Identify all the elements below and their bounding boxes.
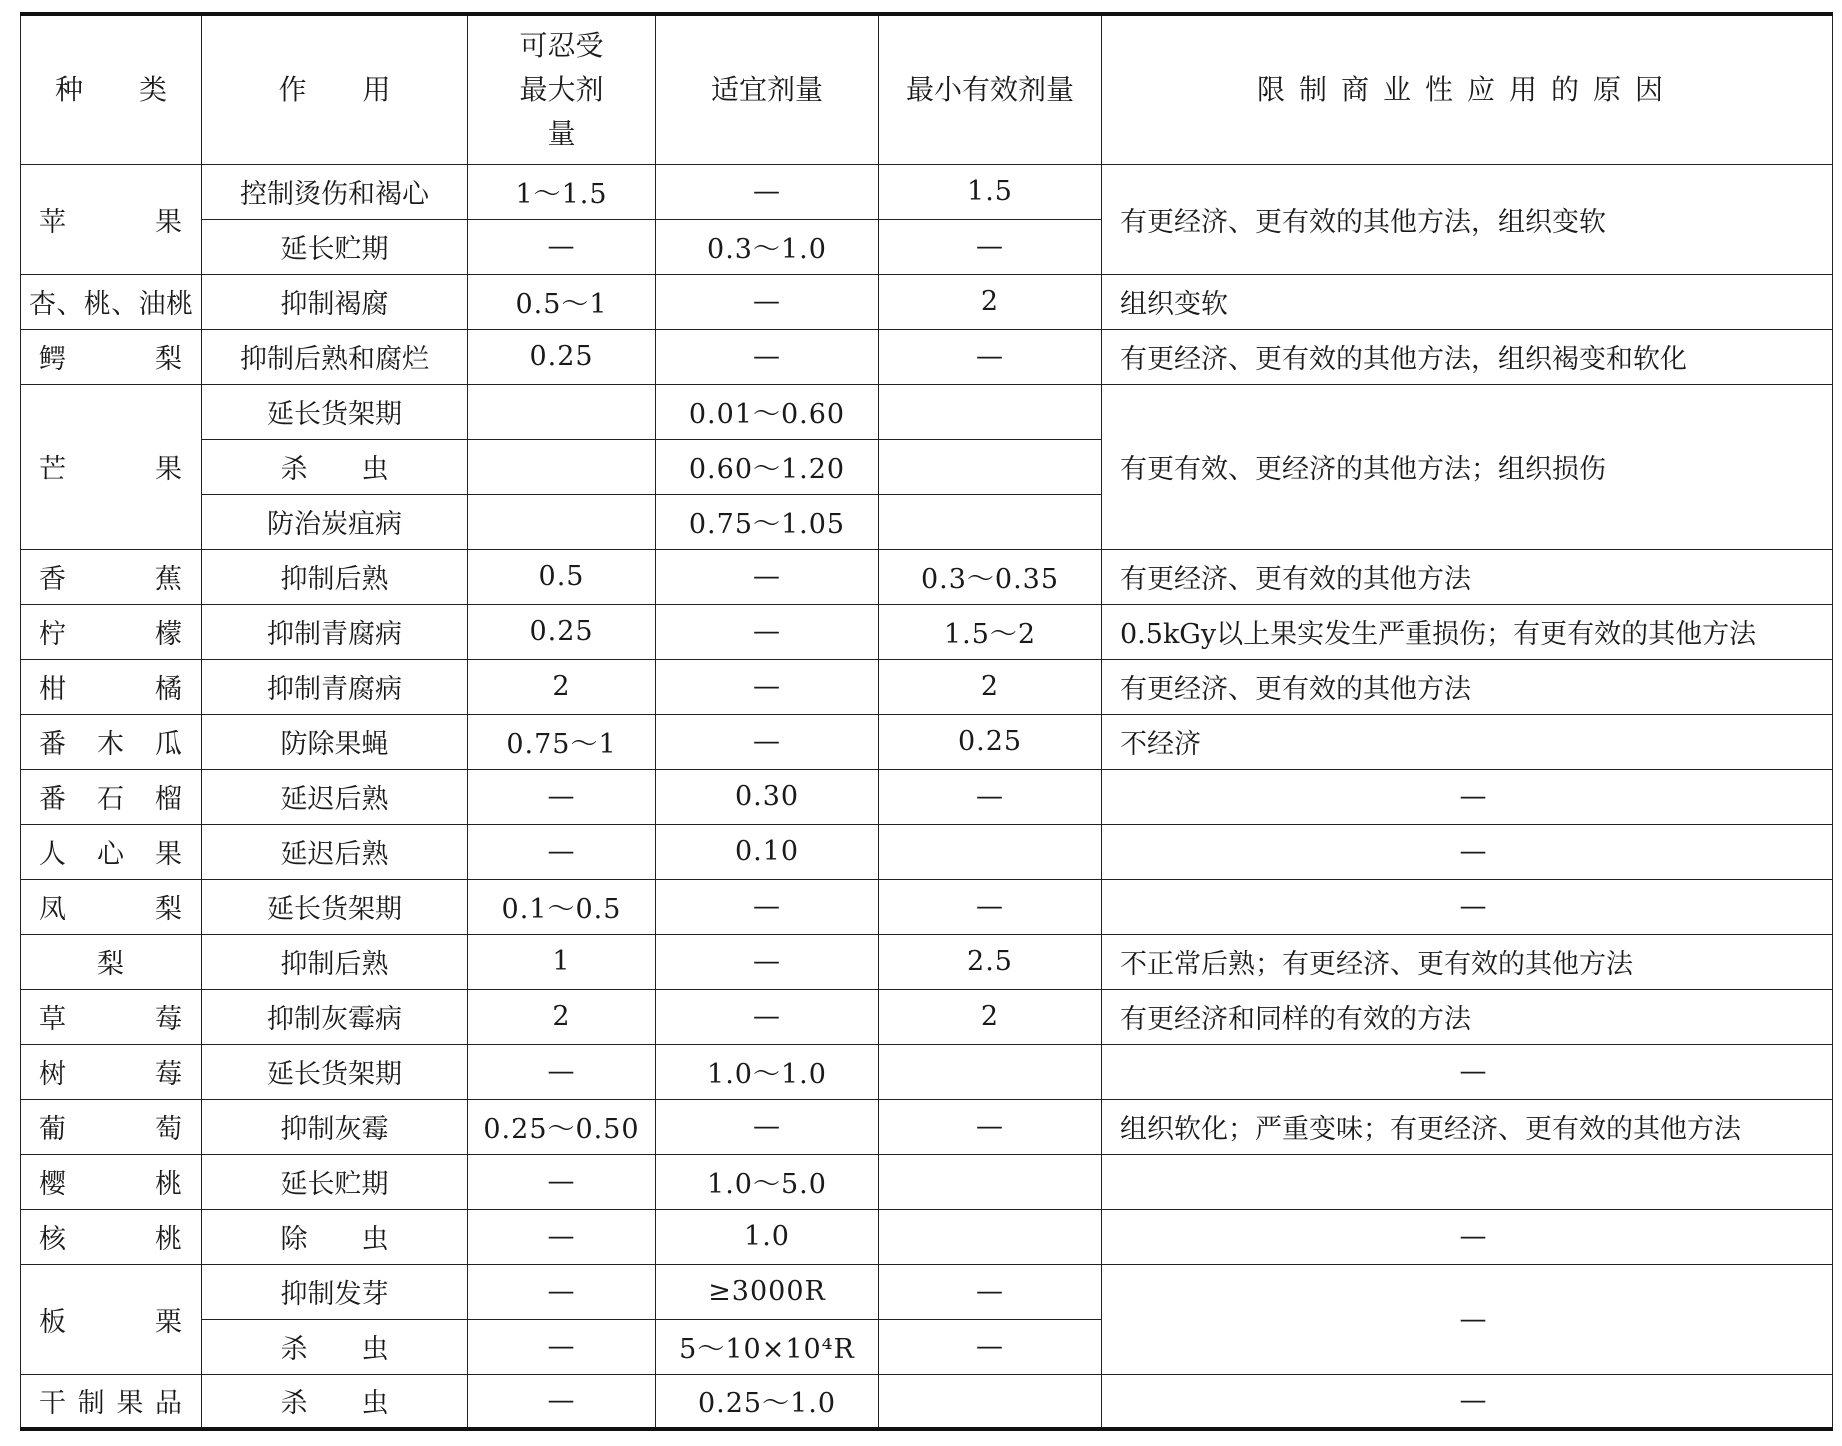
suitable-dose-cell: 1.0～5.0 [656, 1154, 879, 1209]
reason-cell: — [1102, 1264, 1833, 1374]
reason-cell: 组织变软 [1102, 274, 1833, 329]
species-cell: 梨 [21, 934, 202, 989]
max-dose-cell [468, 494, 656, 549]
function-cell: 除 虫 [202, 1209, 468, 1264]
max-dose-cell: — [468, 1044, 656, 1099]
species-cell: 樱 桃 [21, 1154, 202, 1209]
suitable-dose-cell: — [656, 329, 879, 384]
reason-cell: — [1102, 879, 1833, 934]
max-dose-cell [468, 439, 656, 494]
min-dose-cell [879, 1209, 1102, 1264]
min-dose-cell [879, 494, 1102, 549]
suitable-dose-cell: 0.01～0.60 [656, 384, 879, 439]
max-dose-cell: 0.25 [468, 604, 656, 659]
table-body [21, 164, 1833, 1429]
suitable-dose-cell: 0.3～1.0 [656, 219, 879, 274]
reason-cell: — [1102, 1044, 1833, 1099]
min-dose-cell: 1.5～2 [879, 604, 1102, 659]
suitable-dose-cell: ≥3000R [656, 1264, 879, 1319]
suitable-dose-cell: — [656, 989, 879, 1044]
max-dose-cell: — [468, 1154, 656, 1209]
species-cell: 凤 梨 [21, 879, 202, 934]
max-dose-cell [468, 384, 656, 439]
reason-cell: 不经济 [1102, 714, 1833, 769]
species-cell: 葡 萄 [21, 1099, 202, 1154]
table-row [21, 879, 1833, 934]
document-page [20, 12, 1832, 1431]
species-cell: 板 栗 [21, 1264, 202, 1374]
reason-cell: 组织软化；严重变味；有更经济、更有效的其他方法 [1102, 1099, 1833, 1154]
suitable-dose-cell: — [656, 714, 879, 769]
function-cell: 抑制灰霉病 [202, 989, 468, 1044]
table-row [21, 769, 1833, 824]
reason-cell: 有更经济、更有效的其他方法 [1102, 549, 1833, 604]
reason-cell: — [1102, 1374, 1833, 1429]
suitable-dose-cell: 0.30 [656, 769, 879, 824]
function-cell: 延迟后熟 [202, 824, 468, 879]
reason-cell: — [1102, 769, 1833, 824]
suitable-dose-cell: 0.60～1.20 [656, 439, 879, 494]
species-cell: 香 蕉 [21, 549, 202, 604]
function-cell: 抑制青腐病 [202, 659, 468, 714]
suitable-dose-cell: — [656, 549, 879, 604]
header-suitable-dose: 适宜剂量 [656, 14, 879, 164]
max-dose-cell: — [468, 219, 656, 274]
reason-cell: — [1102, 1209, 1833, 1264]
header-reason: 限制商业性应用的原因 [1102, 14, 1833, 164]
species-cell: 芒 果 [21, 384, 202, 549]
header-max-dose: 可忍受最大剂量 [468, 14, 656, 164]
function-cell: 防治炭疽病 [202, 494, 468, 549]
max-dose-cell: 1 [468, 934, 656, 989]
function-cell: 抑制后熟 [202, 549, 468, 604]
reason-cell [1102, 1154, 1833, 1209]
reason-cell: 不正常后熟；有更经济、更有效的其他方法 [1102, 934, 1833, 989]
species-cell: 柠 檬 [21, 604, 202, 659]
species-cell: 番石榴 [21, 769, 202, 824]
min-dose-cell: 2 [879, 274, 1102, 329]
species-cell: 核 桃 [21, 1209, 202, 1264]
min-dose-cell: 0.3～0.35 [879, 549, 1102, 604]
max-dose-cell: 0.5～1 [468, 274, 656, 329]
suitable-dose-cell: 0.75～1.05 [656, 494, 879, 549]
table-row [21, 549, 1833, 604]
min-dose-cell: 2.5 [879, 934, 1102, 989]
function-cell: 杀 虫 [202, 1374, 468, 1429]
min-dose-cell [879, 439, 1102, 494]
min-dose-cell: — [879, 769, 1102, 824]
irradiation-dose-table [20, 12, 1833, 1431]
min-dose-cell: 0.25 [879, 714, 1102, 769]
min-dose-cell: — [879, 1264, 1102, 1319]
min-dose-cell: 2 [879, 989, 1102, 1044]
max-dose-cell: — [468, 1319, 656, 1374]
min-dose-cell: 1.5 [879, 164, 1102, 219]
suitable-dose-cell: — [656, 164, 879, 219]
reason-cell: — [1102, 824, 1833, 879]
reason-cell: 有更有效、更经济的其他方法；组织损伤 [1102, 384, 1833, 549]
min-dose-cell [879, 1374, 1102, 1429]
function-cell: 延长贮期 [202, 219, 468, 274]
species-cell: 人心果 [21, 824, 202, 879]
function-cell: 抑制灰霉 [202, 1099, 468, 1154]
reason-cell: 有更经济和同样的有效的方法 [1102, 989, 1833, 1044]
reason-cell: 有更经济、更有效的其他方法，组织变软 [1102, 164, 1833, 274]
min-dose-cell [879, 1154, 1102, 1209]
function-cell: 抑制后熟和腐烂 [202, 329, 468, 384]
suitable-dose-cell: — [656, 604, 879, 659]
suitable-dose-cell: — [656, 934, 879, 989]
min-dose-cell [879, 384, 1102, 439]
table-row [21, 714, 1833, 769]
species-cell: 树 莓 [21, 1044, 202, 1099]
function-cell: 抑制后熟 [202, 934, 468, 989]
min-dose-cell: 2 [879, 659, 1102, 714]
table-row [21, 274, 1833, 329]
function-cell: 延长货架期 [202, 1044, 468, 1099]
function-cell: 延迟后熟 [202, 769, 468, 824]
species-cell: 鳄 梨 [21, 329, 202, 384]
suitable-dose-cell: 1.0～1.0 [656, 1044, 879, 1099]
header-function: 作 用 [202, 14, 468, 164]
table-header-row [21, 14, 1833, 164]
max-dose-cell: — [468, 769, 656, 824]
reason-cell: 0.5kGy以上果实发生严重损伤；有更有效的其他方法 [1102, 604, 1833, 659]
min-dose-cell: — [879, 879, 1102, 934]
suitable-dose-cell: — [656, 879, 879, 934]
min-dose-cell: — [879, 329, 1102, 384]
species-cell: 干制果品 [21, 1374, 202, 1429]
suitable-dose-cell: 1.0 [656, 1209, 879, 1264]
species-cell: 番木瓜 [21, 714, 202, 769]
max-dose-cell: 0.1～0.5 [468, 879, 656, 934]
function-cell: 延长贮期 [202, 1154, 468, 1209]
species-cell: 苹 果 [21, 164, 202, 274]
max-dose-cell: 0.25 [468, 329, 656, 384]
species-cell: 杏、桃、油桃 [21, 274, 202, 329]
suitable-dose-cell: — [656, 274, 879, 329]
table-row [21, 604, 1833, 659]
function-cell: 杀 虫 [202, 1319, 468, 1374]
max-dose-cell: 2 [468, 989, 656, 1044]
function-cell: 防除果蝇 [202, 714, 468, 769]
function-cell: 延长货架期 [202, 879, 468, 934]
function-cell: 杀 虫 [202, 439, 468, 494]
function-cell: 控制烫伤和褐心 [202, 164, 468, 219]
table-row [21, 384, 1833, 439]
table-row [21, 1154, 1833, 1209]
reason-cell: 有更经济、更有效的其他方法 [1102, 659, 1833, 714]
max-dose-cell: 0.75～1 [468, 714, 656, 769]
table-row [21, 989, 1833, 1044]
table-row [21, 659, 1833, 714]
max-dose-cell: — [468, 1209, 656, 1264]
reason-cell: 有更经济、更有效的其他方法，组织褐变和软化 [1102, 329, 1833, 384]
suitable-dose-cell: 0.10 [656, 824, 879, 879]
function-cell: 抑制褐腐 [202, 274, 468, 329]
species-cell: 草 莓 [21, 989, 202, 1044]
min-dose-cell: — [879, 1099, 1102, 1154]
table-row [21, 1374, 1833, 1429]
max-dose-cell: — [468, 1374, 656, 1429]
max-dose-cell: 2 [468, 659, 656, 714]
suitable-dose-cell: — [656, 1099, 879, 1154]
function-cell: 延长货架期 [202, 384, 468, 439]
min-dose-cell: — [879, 219, 1102, 274]
function-cell: 抑制发芽 [202, 1264, 468, 1319]
table-row [21, 934, 1833, 989]
header-species: 种 类 [21, 14, 202, 164]
table-row [21, 1209, 1833, 1264]
table-row [21, 1099, 1833, 1154]
table-row [21, 824, 1833, 879]
max-dose-cell: 1～1.5 [468, 164, 656, 219]
max-dose-cell: — [468, 1264, 656, 1319]
table-row [21, 1044, 1833, 1099]
function-cell: 抑制青腐病 [202, 604, 468, 659]
min-dose-cell: — [879, 1319, 1102, 1374]
suitable-dose-cell: 0.25～1.0 [656, 1374, 879, 1429]
max-dose-cell: — [468, 824, 656, 879]
max-dose-cell: 0.5 [468, 549, 656, 604]
species-cell: 柑 橘 [21, 659, 202, 714]
min-dose-cell [879, 824, 1102, 879]
suitable-dose-cell: 5～10×10⁴R [656, 1319, 879, 1374]
header-min-dose: 最小有效剂量 [879, 14, 1102, 164]
suitable-dose-cell: — [656, 659, 879, 714]
table-row [21, 164, 1833, 219]
min-dose-cell [879, 1044, 1102, 1099]
table-row [21, 1264, 1833, 1319]
table-row [21, 329, 1833, 384]
max-dose-cell: 0.25～0.50 [468, 1099, 656, 1154]
